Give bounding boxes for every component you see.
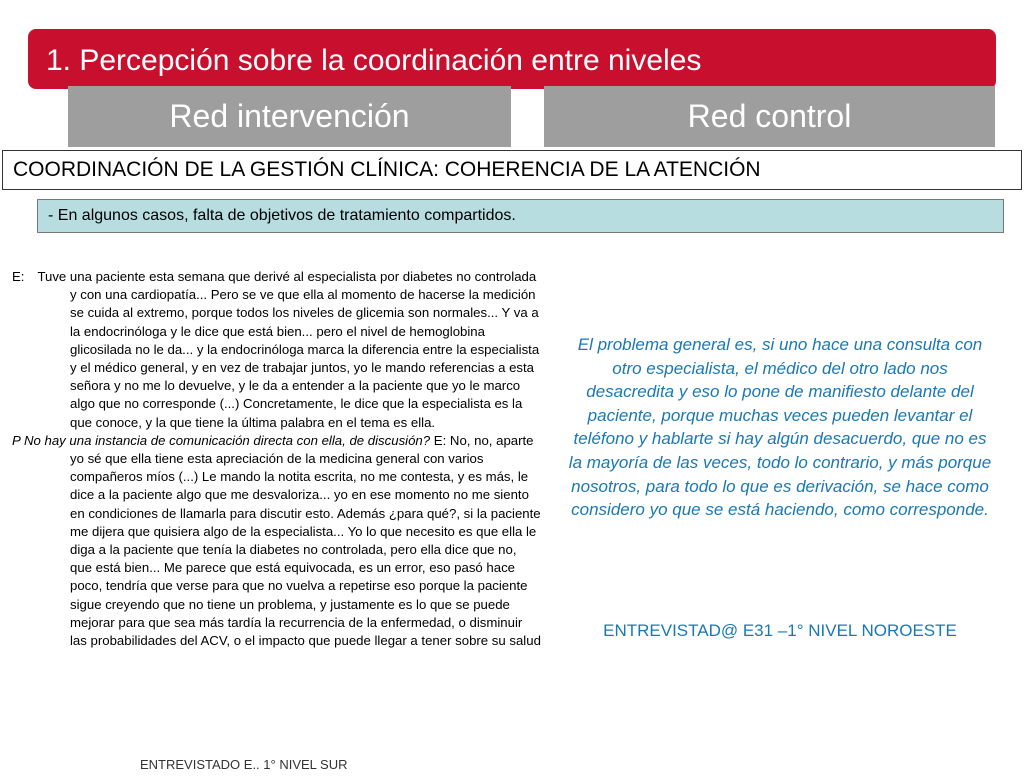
tab-red-control: Red control (544, 86, 995, 147)
transcript-text: Tuve una paciente esta semana que derivé al especialista por diabetes no controlada y con una cardiopatía... Pero se ve que ella al momento de hacerse la medición se cuida al extremo, porque todos los niveles de glicemia son normales... Y va a la endocrinóloga y le dice que está bien... pero el nivel de hemoglobina glicosilada no le da... y la endocrinóloga marca la diferencia entre la especialista y el médico general, y en vez de trabajar juntos, yo le mando referencias a esta señora y no me lo devuelve, y le da a entender a la paciente que yo le marco algo que no corresponde (...) Concretamente, le dice que la especialista es la que conoce, y la que tiene la última palabra en el tema es ella. (37, 269, 540, 430)
transcript-paragraph-1 (12, 268, 542, 432)
interviewer-question: P No hay una instancia de comunicación directa con ella, de discusión? (12, 432, 431, 448)
speaker-label: E: (433, 432, 447, 448)
section-heading: COORDINACIÓN DE LA GESTIÓN CLÍNICA: COHERENCIA DE LA ATENCIÓN (2, 150, 1022, 190)
speaker-label: E: (12, 269, 25, 284)
cut-off-caption: ENTREVISTADO E.. 1° NIVEL SUR (140, 757, 348, 772)
finding-box: - En algunos casos, falta de objetivos de tratamiento compartidos. (37, 199, 1004, 233)
title-banner (28, 29, 996, 89)
slide-title: 1. Percepción sobre la coordinación entre niveles (46, 44, 702, 77)
transcript-text: No, no, aparte yo sé que ella tiene esta apreciación de la medicina general con varios compañeros míos (...) Le mando la notita escrita, no me contesta, y es más, le dice a la paciente algo que me desvaloriza... yo en ese momento no me siento en condiciones de llamarla para discutir esto. Además ¿para qué?, si la paciente me dijera que quisiera algo de la especialista... Yo lo que necesito es que ella le diga a la paciente que tenía la diabetes no controlada, pero ella dice que no, que está bien... Me parece que está equivocada, es un error, eso pasó hace poco, tendría que verse para que no vuelva a repetirse eso porque la paciente sigue creyendo que no tiene un problema, y justamente es lo que se puede mejorar para que sea más tardía la recurrencia de la enfermedad, o disminuir las probabilidades del ACV, o el impacto que puede llegar a tener sobre su salud (70, 432, 541, 649)
transcript-paragraph-2 (12, 432, 542, 650)
interview-transcript (12, 268, 542, 650)
interviewee-caption: ENTREVISTAD@ E31 –1° NIVEL NOROESTE (603, 621, 957, 640)
highlight-quote: El problema general es, si uno hace una consulta con otro especialista, el médico del otro lado nos desacredita y eso lo pone de manifiesto delante del paciente, porque muchas veces pueden levantar el teléfono y hablarte si hay algún desacuerdo, que no es la mayoría de las veces, todo lo contrario, y más porque nosotros, para todo lo que es derivación, se hace como considero yo que se está haciendo, como corresponde. (568, 335, 992, 520)
tab-red-intervencion: Red intervención (68, 86, 511, 147)
